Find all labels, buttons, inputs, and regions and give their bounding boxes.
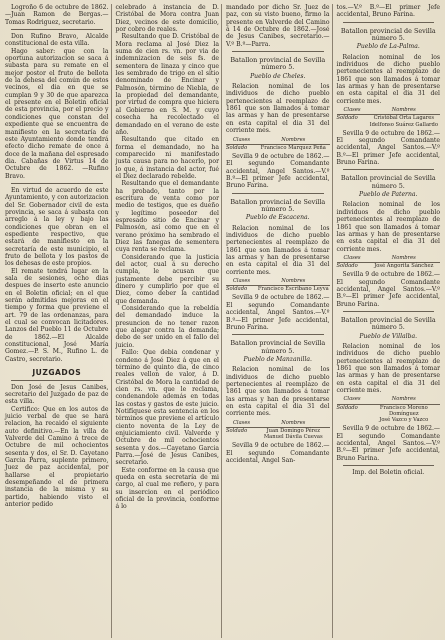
notice-paragraph: Hago saber: que con la oportuna autorizacion se saca á subasta para su remate en el mejor postor el fruto de bellota de la dehesa del común de estos vecinos, el dia en que se cumplan 9 y 30 de que aparezca el presente en el Boletin oficial de esta provincia, por el precio y condiciones que constan del expediente que se encuentra de manifiesto en la secretaría de este Ayuntamiento donde tendrá efecto dicho remate de once á doce de la mañana del espresado dia. Cabañas de Virtus 14 de Octubre de 1862. —Rufino Bravo. (5, 47, 109, 180)
table-cell: Soldado (226, 427, 248, 434)
table-cell (226, 434, 257, 440)
town-heading: Pueblo de Cheles. (250, 72, 306, 80)
table-cell (337, 122, 368, 128)
town-heading: Pueblo de Villalba. (359, 332, 418, 340)
signature-paragraph: Sevilla 9 de octubre de 1862.—El segundo Comandante accidental, Angel Santos.—V.º B.º—El primer Jefe accidental, Bruno Farina. (336, 425, 440, 462)
divider (11, 380, 103, 381)
notice-paragraph: En virtud de acuerdo de este Ayuntamiento, y con autorizacion del Sr. Gobernador civil de esta provincia, se saca á subasta con arreglo á la ley y bajo las condiciones que obran en el espediente respectivo, que estará de manifiesto en la secretaría de este municipio, el fruto de bellota y los pastos de los dehesas de este propios. (5, 186, 109, 268)
soldier-table (226, 278, 330, 292)
divider (11, 29, 103, 30)
table-header: Nombres (257, 278, 329, 286)
table-row (226, 434, 330, 440)
court-paragraph: Resultando que D. Cristóbal de Mora reclama al José Diez la suma de cien rs. vn. por via de indemnizacion de seis fs. de sementera de linaza y cinco que les sembrado de trigo en el sitio denominado de Encinar y Palmosón, término de Niebla, de la propiedad del demandante, por virtud de compra que hiciera al Gobierno en S. M. y cuyo cosecha ha recolectado el demandado en el verano de este año. (115, 33, 219, 136)
table-row (226, 144, 330, 151)
table-cell: Soldado (226, 286, 248, 293)
column-3 (225, 4, 333, 638)
table-cell: Soldado (336, 115, 358, 122)
table-cell: Francisco Marquez Peña (260, 144, 326, 151)
signature-line: Logroño 6 de octubre de 1862.—Juan Ramon de Bergas.—Tomas Rodriguez, secretario. (5, 4, 109, 26)
signature-paragraph: Sevilla 9 de octubre de 1862.—El segundo Comandante accidental, Angel Santos.—V.º B.º—El primer Jefe accidental, Bruno Farina. (226, 294, 330, 331)
table-cell: Francisco Moreno Domínguez (379, 404, 428, 417)
relation-paragraph: Relacion nominal de los individuos de dicho pueblo pertenecientes al reemplazo de 1861 que son llamados á tomar las armas y han de presentarse en esta capital el dia 31 del corriente mes. (336, 343, 440, 395)
notice-paragraph: El remate tendrá lugar en la sala de sesiones, ocho dias despues de inserto este anuncio en el Boletin oficial; en el que serán admitidas mejoras en el tiempo y forma que previene el art. 79 de las ordenanzas, para el cual se convocan licitadores. Lanzos del Pueblo 11 de Octubre de 1862.—El Alcalde constitucional, José María Gomez.—P. S. M., Rufino L. de Castro, secretario. (5, 267, 109, 363)
table-header: Nombres (368, 396, 440, 404)
court-closing: mandado por dicho Sr. Juez de paz, con su visto bueno, firmo la presente en Valverde del Camino á 14 de Octubre de 1862.—José de Jesus Canibes, secretario.—V.º B.º—Parra. (226, 4, 330, 48)
soldier-table (337, 107, 441, 128)
divider (343, 169, 435, 170)
table-cell: Cristóbal Orta Lagares (373, 115, 434, 122)
divider (232, 51, 324, 52)
table-cell: Juan Domingo Pérez (266, 427, 320, 434)
court-paragraph: celebrado á instancia de D. Cristóbal de Mora contra Juan Diez, vecinos de este domicilio, por cobro de reales. (115, 4, 219, 34)
table-header: Clases (337, 107, 368, 115)
table-header: Nombres (368, 255, 440, 263)
table-header: Clases (226, 137, 257, 145)
town-heading: Pueblo de Escacena. (245, 214, 310, 222)
divider (232, 193, 324, 194)
table-cell: José Vazco y Vazco (379, 417, 429, 424)
town-heading: Pueblo de Manzanilla. (243, 355, 312, 363)
relation-paragraph: Relacion nominal de los individuos de dicho pueblo pertenecientes al reemplazo de 1861 que son llamados á tomar las armas y han de presentarse en esta capital el dia 31 del corriente mes. (226, 366, 330, 418)
battalion-heading: Batallon provincial de Sevilla número 5. (230, 197, 326, 213)
table-cell: Soldado (336, 263, 358, 270)
soldier-table (226, 420, 330, 441)
table-header: Nombres (257, 137, 329, 145)
table-row (337, 263, 441, 270)
court-intro: Don José de Jesus Canibes, secretario del Juzgado de paz de esta villa. (5, 383, 109, 406)
table-cell: Soldado (336, 404, 358, 411)
table-cell: Idelfonso Suárez Gallardo (369, 121, 438, 128)
battalion-heading: Batallon provincial de Sevilla número 5. (340, 26, 436, 43)
signature-paragraph: Sevilla 9 de octubre de 1862.—El segundo Comandante accidental, Angel San- (226, 442, 330, 464)
soldier-table (337, 255, 441, 269)
notice-heading: Don Rufino Bravo, Alcalde constitucional de esta villa. (5, 33, 109, 48)
battalion-heading: Batallon provincial de Sevilla número 5. (340, 174, 436, 190)
table-header: Nombres (257, 420, 329, 428)
table-header: Clases (337, 255, 368, 263)
table-row (337, 115, 441, 122)
printer-footer: Imp. del Boletin oficial. (352, 468, 425, 476)
table-cell: José Angorita Sánchez (374, 263, 434, 270)
soldier-table (226, 137, 330, 151)
table-row (337, 417, 441, 423)
battalion-heading: Batallon provincial de Sevilla número 5. (340, 316, 436, 332)
signature-paragraph: Sevilla 9 de octubre de 1862.—El segundo Comandante accidental, Angel Santos.—V.º B.º—El primer Jefe accidental, Bruno Farina. (336, 271, 440, 308)
signature-paragraph: Sevilla 9 de octubre de 1862.—El segundo Comandante accidental, Angel Santos.—V.º B.º—El primer Jefe accidental, Bruno Farina. (226, 152, 330, 190)
table-cell: Soldado (226, 144, 248, 151)
table-cell (337, 417, 368, 423)
table-header: Clases (226, 278, 257, 286)
table-header: Nombres (368, 107, 440, 115)
column-1 (4, 4, 112, 638)
town-heading: Pueblo de Paterna. (359, 191, 418, 199)
battalion-heading: Batallon provincial de Sevilla número 5. (230, 56, 326, 72)
table-row (226, 286, 330, 293)
table-row (337, 404, 441, 417)
table-header: Clases (337, 396, 368, 404)
table-cell: Manuel Dávila Cuevas (263, 434, 323, 441)
relation-paragraph: Relacion nominal de los individuos de dicho pueblo pertenecientes al reemplazo de 1861 que son llamados á tomar las armas y han de presentarse en esta capital el dia 31 del corriente mes. (336, 201, 440, 253)
divider (343, 311, 435, 312)
court-paragraph: Certifico: Que en los autos de juicio verbal de que se hará relacion, ha recaido el siguiente auto definitivo.—En la villa de Valverde del Camino á trece de Octubre de mil ochocientos sesenta y dos, el Sr. D. Cayetano Garcia Parra, suplente primero, Juez de paz accidental, por hallarse el propietario desempeñando el de primera instancia de la misma y su partido, habiendo visto el anterior pedido (5, 405, 109, 508)
divider (11, 183, 103, 184)
court-ruling: Fallo: Que debia condenar y condeno á José Diez á que en el término de quinto dia, de cinco reales vellon de valor, á D. Cristóbal de Mora la cantidad de cien rs. vn. que le reclama, condenandole además en todas las costas y gastos de este juicio. Notifíquese esta sentencia en los términos que previene el artículo ciento noventa de la Ley de enjuiciamiento civil. Valverde y Octubre de mil ochocientos sesenta y dos.—Cayetano Garcia Parra.—José de Jesus Canibes, secretario. (115, 349, 219, 467)
town-heading: Pueblo de La-Palma. (356, 43, 420, 51)
soldier-table (337, 396, 441, 423)
court-paragraph: Resultando que citado en forma el demandado, no ha comparecido ni manifestado justa causa para no hacerlo, por lo que, á instancia del actor, fué el Diez declarado rebelde. (115, 136, 219, 180)
column-4 (336, 4, 443, 638)
section-title-juzgados: JUZGADOS (32, 368, 82, 378)
divider (343, 22, 435, 23)
court-paragraph: Este conforme en la causa que queda en esta secretaría de mi cargo, al cual me refiero, y para su insercion en el periódico oficial de la provincia, conforme á lo (115, 466, 219, 511)
relation-paragraph: Relacion nominal de los individuos de dicho pueblo pertenecientes al reemplazo de 1861 que son llamados á tomar las armas y han de presentarse en esta capital el dia 31 del corriente mes. (336, 53, 440, 105)
relation-paragraph: Relacion nominal de los individuos de dicho pueblo pertenecientes al reemplazo de 1861 que son llamados á tomar las armas y han de presentarse en esta capital el dia 31 del corriente mes. (226, 224, 330, 276)
signature-paragraph: Sevilla 9 de octubre de 1862.—El segundo Comandante accidental, Angel Santos.—V.º B.º—El primer Jefe accidental, Bruno Farina. (336, 129, 440, 167)
court-paragraph: Considerando que la rebeldía del demandado induce la presuncion de no tener razon que alegar contra la demanda; debo de ser unido en el fallo del juicio. (115, 305, 219, 349)
table-row (337, 122, 441, 128)
signature-paragraph: tos.—V.º B.º—El primer Jefe accidental, Bruno Farina. (336, 4, 440, 19)
court-paragraph: Considerando que la justicia del actor, cual á su derecho cumpla, le acusan que justamente debe percibir su dinero y cumplirlo por que el Diez, como deber la cantidad que demanda. (115, 253, 219, 305)
court-paragraph: Resultando que el demandante ha probado, tanto por la escritura de venta como por medio de testigos, que es dueño y legítimo poseedor del espresado sitio de Encinar y Palmosón, así como que en el verano próximo ha sembrado el Diez las fanegas de sementera cuya renta se reclama. (115, 180, 219, 254)
divider (232, 334, 324, 335)
battalion-heading: Batallon provincial de Sevilla número 5. (230, 339, 326, 355)
divider (343, 465, 435, 466)
table-header: Clases (226, 420, 257, 428)
table-cell: Francisco Escribano Leyva (257, 286, 329, 293)
column-2 (115, 4, 223, 638)
relation-paragraph: Relacion nominal de los individuos de dicho pueblo pertenecientes al reemplazo de 1861 que son llamados á tomar las armas y han de presentarse en esta capital el dia 31 del corriente mes. (226, 83, 330, 135)
